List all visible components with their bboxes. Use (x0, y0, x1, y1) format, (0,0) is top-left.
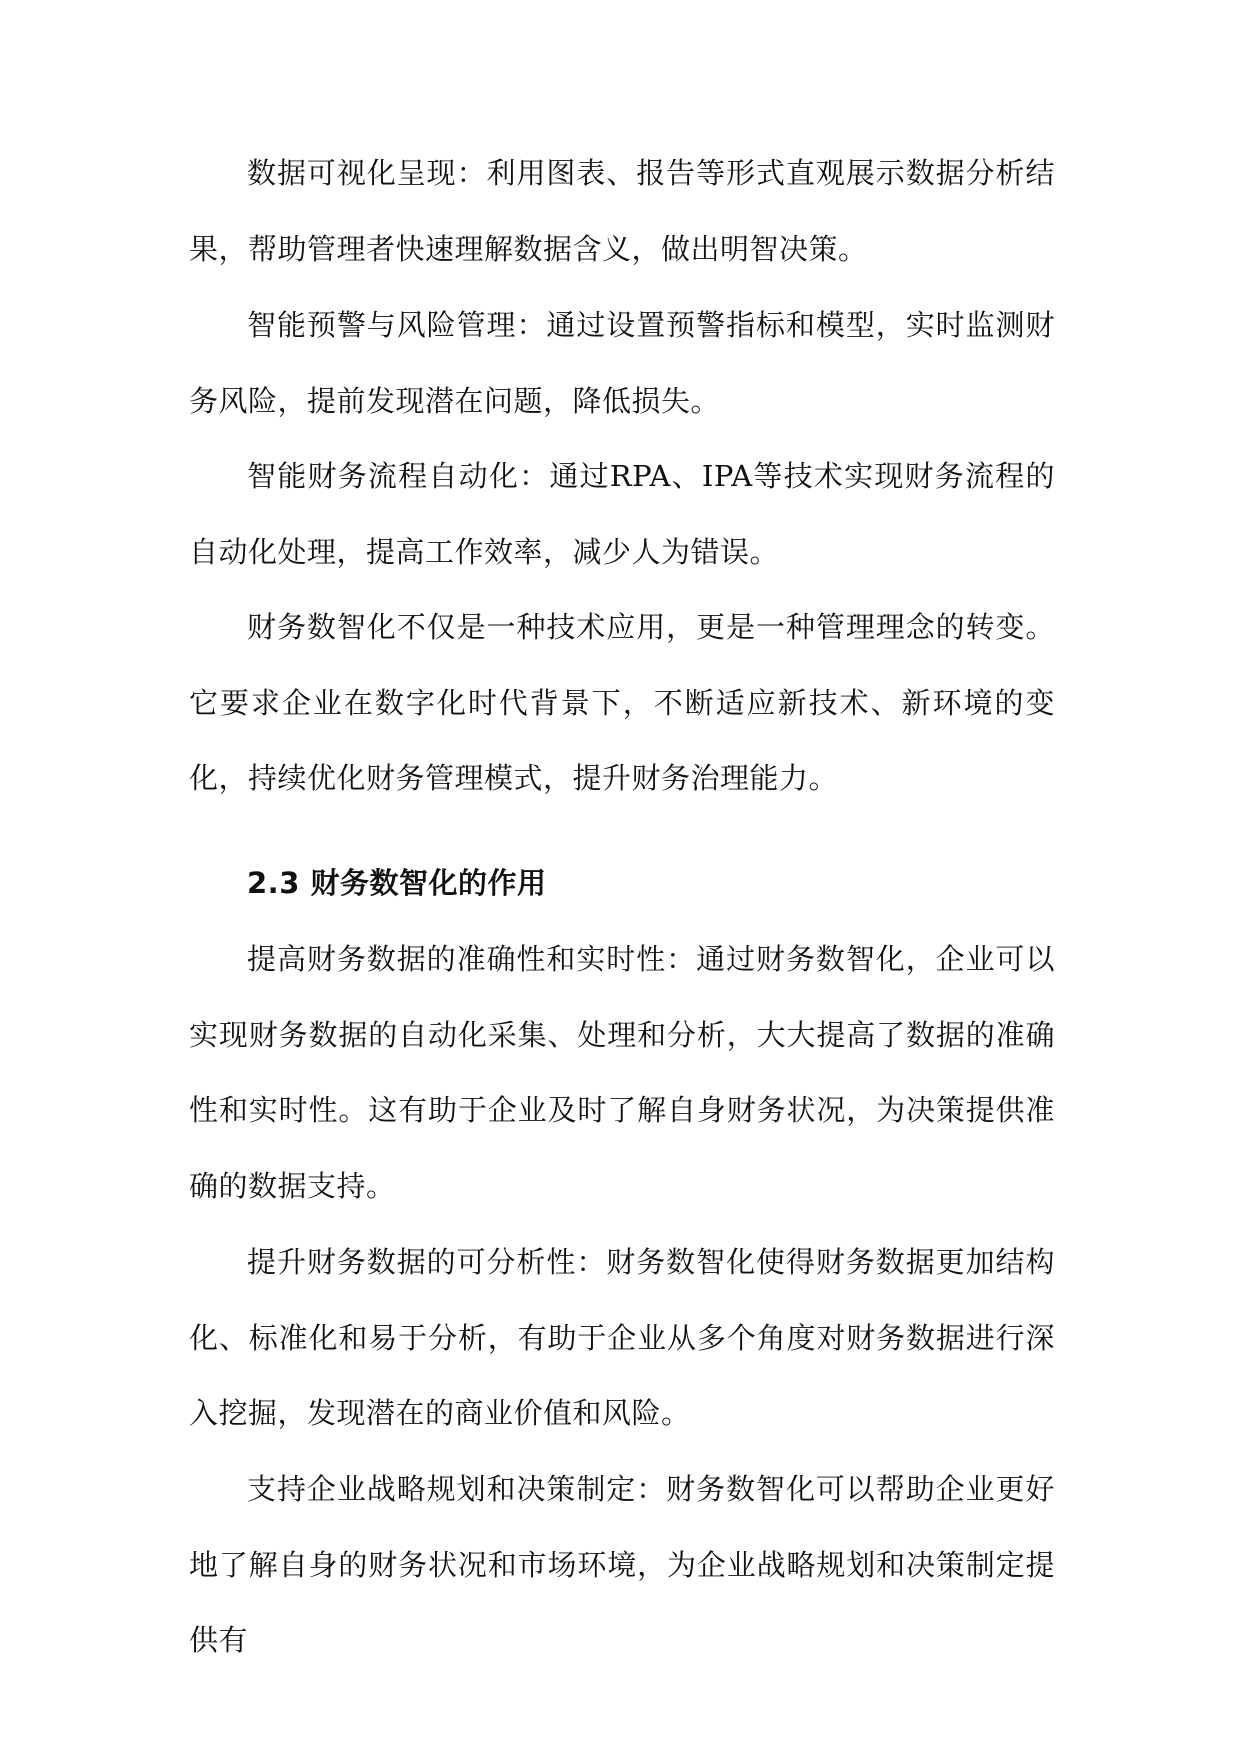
paragraph-accuracy-realtime: 提高财务数据的准确性和实时性：通过财务数智化，企业可以实现财务数据的自动化采集、处理和分析，大大提高了数据的准确性和实时性。这有助于企业及时了解自身财务状况，为决策提供准确的数据支持。 (189, 942, 1055, 1203)
paragraph-strategy-support: 支持企业战略规划和决策制定：财务数智化可以帮助企业更好地了解自身的财务状况和市场环境，为企业战略规划和决策制定提供有 (189, 1472, 1055, 1657)
paragraph-risk-management: 智能预警与风险管理：通过设置预警指标和模型，实时监测财务风险，提前发现潜在问题，降低损失。 (189, 308, 1055, 418)
paragraph-process-automation: 智能财务流程自动化：通过RPA、IPA等技术实现财务流程的自动化处理，提高工作效率，减少人为错误。 (189, 459, 1055, 569)
paragraph-data-visualization: 数据可视化呈现：利用图表、报告等形式直观展示数据分析结果，帮助管理者快速理解数据含义，做出明智决策。 (189, 156, 1055, 266)
section-heading: 2.3 财务数智化的作用 (247, 866, 547, 900)
paragraph-management-concept: 财务数智化不仅是一种技术应用，更是一种管理理念的转变。它要求企业在数字化时代背景下，不断适应新技术、新环境的变化，持续优化财务管理模式，提升财务治理能力。 (189, 610, 1055, 795)
paragraph-analyzability: 提升财务数据的可分析性：财务数智化使得财务数据更加结构化、标准化和易于分析，有助于企业从多个角度对财务数据进行深入挖掘，发现潜在的商业价值和风险。 (189, 1245, 1055, 1430)
